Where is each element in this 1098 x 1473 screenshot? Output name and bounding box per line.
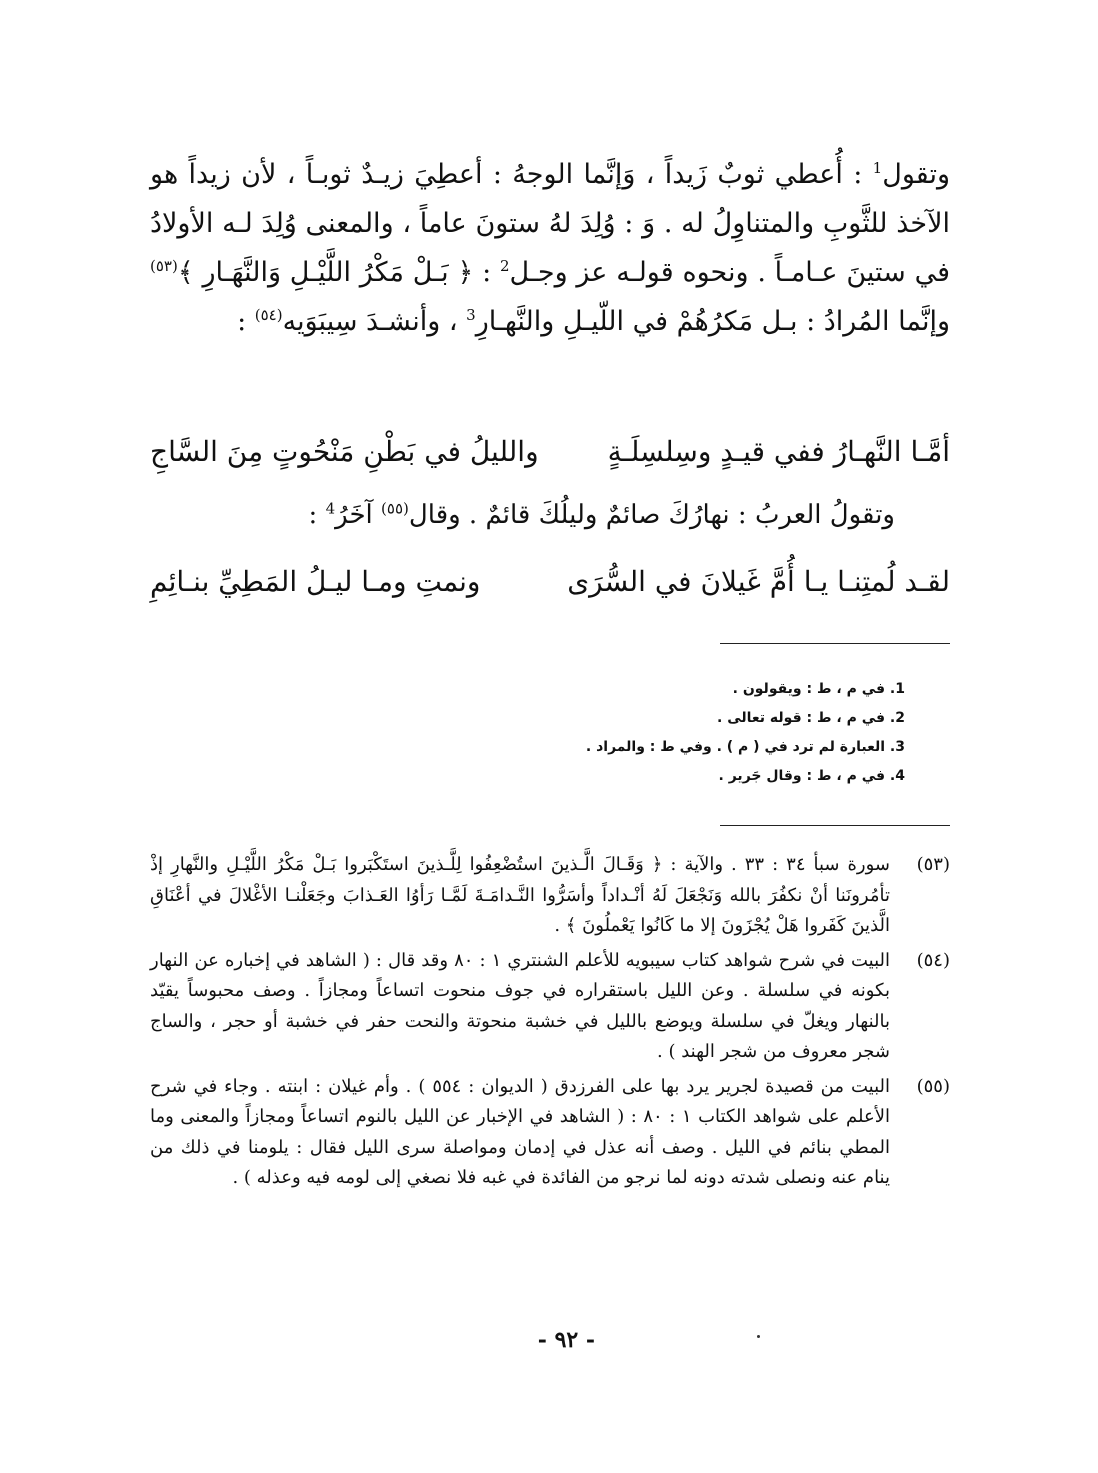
verse-2: [150, 565, 950, 598]
verse-2-second-hemistich: ونمتِ ومـا ليـلُ المَطِيِّ بنـائِمِ: [150, 565, 481, 598]
footnote-ref-54: (٥٤): [254, 306, 283, 324]
paragraph-text-5: ، وأنشـدَ سِيبَوَيه: [282, 306, 467, 337]
paragraph-text-4: وإنَّما المُرادُ : بـل مَكرُهُمْ في اللّيـلِ والنَّهـارِ: [475, 306, 950, 337]
saying-text: وتقولُ العربُ : نهارُكَ صائمٌ وليلُكَ قائمٌ . وقال: [408, 500, 895, 530]
footnote-53: [150, 850, 950, 942]
main-paragraph: [150, 150, 950, 346]
verse-2-first-hemistich: لقـد لُمتِنـا يـا أُمَّ غَيلانَ في السُّرَى: [567, 565, 950, 598]
arab-saying-line: [309, 500, 895, 530]
textual-notes: [305, 675, 905, 791]
textual-note: 1. في م ، ط : ويقولون .: [732, 681, 905, 697]
saying-after: آخَرُ: [335, 500, 382, 530]
footnote-text: البيت في شرح شواهد كتاب سيبويه للأعلم الشنتري ١ : ٨٠ وقد قال : ( الشاهد في إخباره عن النهار بكونه في سلسلة . وعن الليل باستقراره في جوف منحوت اتساعاً ومجازاً . وصف محبوساً يقيّد بالنهار ويغلّ في سلسلة ويوضع بالليل في خشبة منحوتة والنحت حفر في خشبة أو حجر ، والساج شجر معروف من شجر الهند ) .: [150, 949, 890, 1062]
textual-note: 2. في م ، ط : قوله تعالى .: [717, 710, 905, 726]
textual-note: 4. في م ، ط : وقال جَرير .: [718, 768, 905, 784]
verse-1-second-hemistich: والليلُ في بَطْنِ مَنْحُوتٍ مِنَ السَّاجِ: [150, 435, 539, 468]
book-page: [150, 150, 950, 1353]
textual-note: 3. العبارة لم ترد في ( م ) . وفي ط : والمراد .: [585, 739, 905, 755]
verse-1: [150, 435, 950, 468]
footnotes: [150, 850, 950, 1198]
textual-ref-2: 2: [499, 257, 510, 275]
paragraph-text-3: : ﴿ بَـلْ مَكْرُ اللَّيْـلِ وَالنَّهَـارِ ﴾: [177, 257, 500, 288]
footnote-ref-53: (٥٣): [150, 257, 178, 275]
page-number: - ٩٢ -: [537, 1327, 595, 1353]
textual-ref-1: 1: [872, 159, 883, 177]
scan-speck: [757, 1335, 760, 1338]
paragraph-text-1: وتقول: [882, 159, 950, 190]
saying-end: :: [308, 500, 326, 530]
divider-rule: [720, 643, 950, 644]
footnote-55: [150, 1072, 950, 1194]
divider-rule: [720, 825, 950, 826]
footnote-ref-55: (٥٥): [381, 499, 409, 518]
paragraph-text-2: : أُعطي ثوبٌ زَيداً ، وَإنَّما الوجهُ : أعطِيَ زيـدٌ ثوبـاً ، لأن زيداً هو الآخذ للثَّوبِ والمتناوِلُ له . وَ : وُلِدَ لهُ ستونَ عاماً ، والمعنى وُلِدَ لـه الأولادُ في ستينَ عـامـاً . ونحوه قولـه عز وجـل: [150, 159, 950, 288]
verse-1-first-hemistich: أمَّـا النَّهـارُ ففي قيـدٍ وسِلسِلَـةٍ: [607, 435, 950, 468]
footnote-number: (٥٥): [916, 1075, 950, 1097]
footnote-text: البيت من قصيدة لجرير يرد بها على الفرزدق ( الديوان : ٥٥٤ ) . وأم غيلان : ابنته . وجاء في شرح الأعلم على شواهد الكتاب ١ : ٨٠ : ( الشاهد في الإخبار عن الليل بالنوم اتساعاً ومجازاً والمعنى وما المطي بنائم في الليل . وصف أنه عذل في إدمان ومواصلة سرى الليل فقال : يلومنا في ذلك من ينام عنه ونصلى شدته دونه لما نرجو من الفائدة في غبه فلا نصغي إلى لومه فيه وعذله ) .: [150, 1075, 890, 1188]
footnote-text: سورة سبأ ٣٤ : ٣٣ . والآية : ﴿ وَقَـالَ الَّـذينَ استُضْعِفُوا لِلَّـذينَ استَكْبَروا بَـلْ مَكْرُ اللَّيْـلِ والنَّهارِ إذْ تأمُرونَنا أنْ نكفُرَ بالله وَنَجْعَلَ لَهُ أنْـداداً وأسَرُّوا النَّـدامَـةَ لَمَّـا رَأوُا العَـذابَ وجَعَلْنـا الأغْلالَ في أعْنَاقِ الَّذينَ كَفَروا هَلْ يُجْزَونَ إلا ما كَانُوا يَعْملُونَ ﴾ .: [150, 854, 890, 936]
footnote-54: [150, 946, 950, 1068]
textual-ref-3: 3: [466, 306, 476, 324]
paragraph-text-6: :: [237, 306, 255, 337]
textual-ref-4: 4: [325, 499, 336, 518]
footnote-number: (٥٣): [916, 854, 950, 875]
footnote-number: (٥٤): [916, 949, 950, 971]
